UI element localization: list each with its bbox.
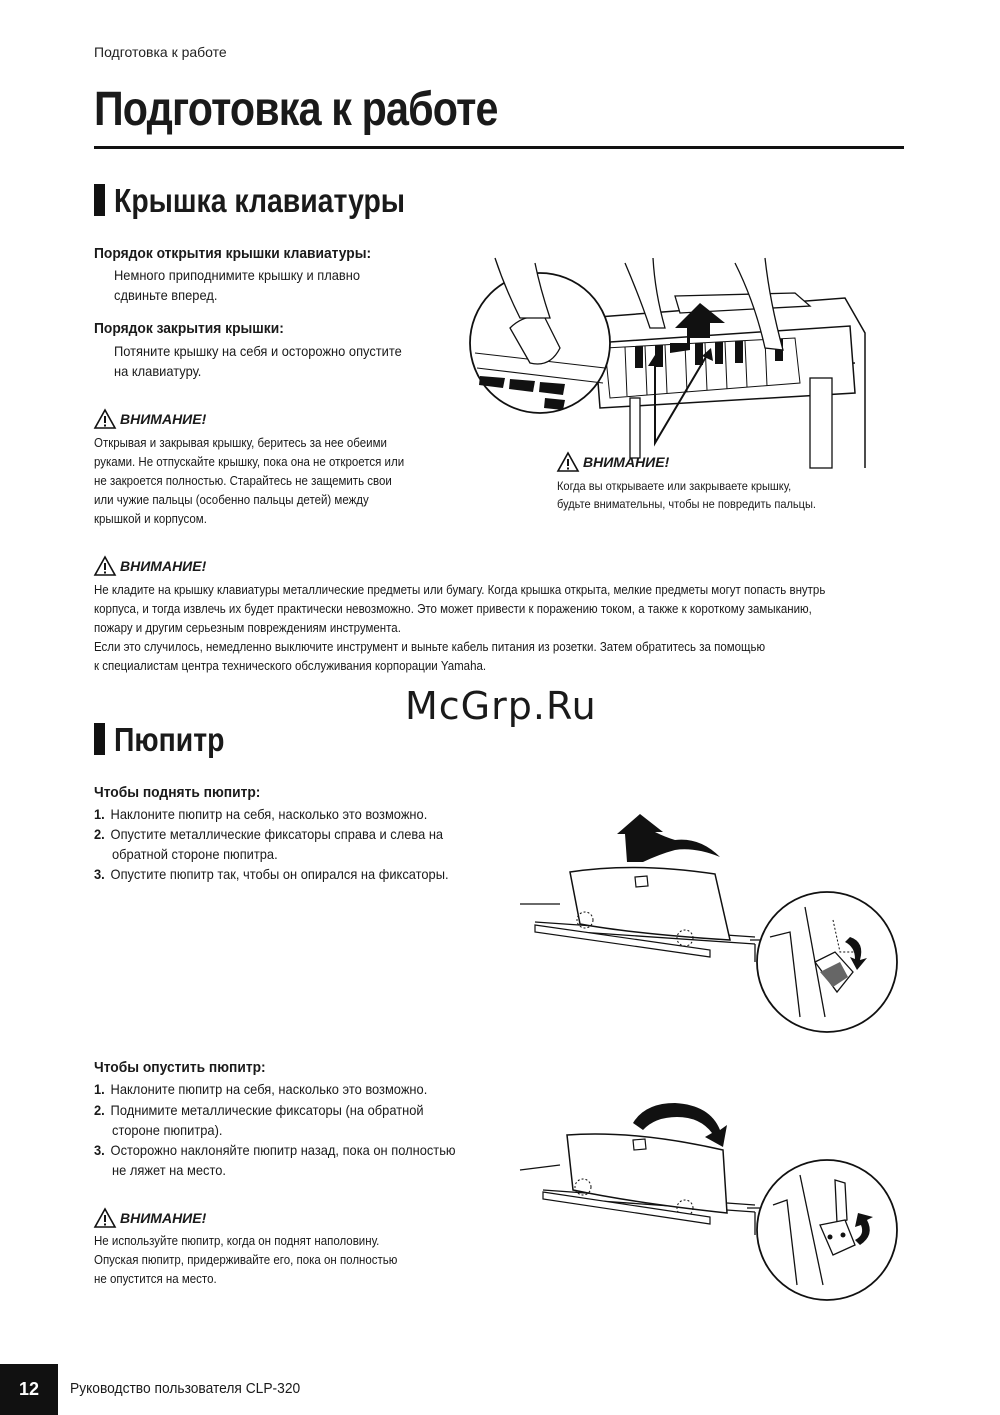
lower-step-continuation: стороне пюпитра). bbox=[112, 1122, 223, 1138]
close-cover-line: Потяните крышку на себя и осторожно опустите bbox=[114, 343, 402, 359]
caution-line: к специалистам центра технического обслуживания корпорации Yamaha. bbox=[94, 659, 487, 673]
caution-title bbox=[94, 1208, 206, 1228]
close-cover-heading: Порядок закрытия крышки: bbox=[94, 320, 284, 337]
caution-title bbox=[94, 556, 206, 576]
caution-line: или чужие пальцы (особенно пальцы детей) между bbox=[94, 493, 369, 507]
lower-step bbox=[94, 1079, 427, 1099]
step-text: Поднимите металлические фиксаторы (на обратной bbox=[110, 1102, 424, 1118]
step-number: 1. bbox=[94, 1081, 105, 1097]
warning-icon bbox=[94, 556, 116, 576]
close-cover-line: на клавиатуру. bbox=[114, 363, 202, 379]
caution-line: пожару и другим серьезным повреждениям инструмента. bbox=[94, 621, 401, 635]
figure-caution-line: Когда вы открываете или закрываете крышку, bbox=[557, 479, 792, 493]
caution-line: Если это случилось, немедленно выключите инструмент и выньте кабель питания из розетки. Затем обратитесь за помощью bbox=[94, 640, 766, 654]
section-marker bbox=[94, 723, 105, 755]
caution-line: Опуская пюпитр, придерживайте его, пока он полностью bbox=[94, 1253, 398, 1267]
lower-step bbox=[94, 1140, 456, 1160]
caution-title bbox=[94, 409, 206, 429]
raise-music-rest-illustration bbox=[515, 812, 890, 1042]
caution-label: ВНИМАНИЕ! bbox=[120, 558, 207, 574]
raise-heading: Чтобы поднять пюпитр: bbox=[94, 784, 261, 801]
figure-caution-title bbox=[557, 452, 669, 472]
step-number: 3. bbox=[94, 1142, 105, 1158]
section-heading-keyboard-cover: Крышка клавиатуры bbox=[114, 182, 406, 219]
caution-line: Открывая и закрывая крышку, беритесь за нее обеими bbox=[94, 436, 387, 450]
step-number: 1. bbox=[94, 806, 105, 822]
step-number: 2. bbox=[94, 1102, 105, 1118]
open-cover-line: Немного приподнимите крышку и плавно bbox=[114, 267, 361, 283]
caution-line: корпуса, и тогда извлечь их будет практически невозможно. Это может привести к поражению током, а также к короткому замыканию, bbox=[94, 602, 812, 616]
figure-caution-line: будьте внимательны, чтобы не повредить пальцы. bbox=[557, 497, 816, 511]
caution-line: Не используйте пюпитр, когда он поднят наполовину. bbox=[94, 1234, 380, 1248]
running-head: Подготовка к работе bbox=[94, 44, 227, 60]
step-number: 3. bbox=[94, 866, 105, 882]
raise-step bbox=[94, 864, 449, 884]
lower-music-rest-illustration bbox=[515, 1095, 890, 1310]
warning-icon bbox=[557, 452, 579, 472]
lower-step bbox=[94, 1100, 424, 1120]
footer-manual-title: Руководство пользователя CLP-320 bbox=[70, 1380, 301, 1397]
title-rule bbox=[94, 146, 904, 149]
caution-label: ВНИМАНИЕ! bbox=[120, 1210, 207, 1226]
step-text: Опустите пюпитр так, чтобы он опирался на фиксаторы. bbox=[110, 866, 449, 882]
raise-step-continuation: обратной стороне пюпитра. bbox=[112, 846, 278, 862]
caution-label: ВНИМАНИЕ! bbox=[120, 411, 207, 427]
caution-line: не закроется полностью. Старайтесь не защемить свои bbox=[94, 474, 392, 488]
step-text: Опустите металлические фиксаторы справа и слева на bbox=[110, 826, 444, 842]
step-text: Наклоните пюпитр на себя, насколько это возможно. bbox=[110, 1081, 428, 1097]
step-text: Осторожно наклоняйте пюпитр назад, пока он полностью bbox=[110, 1142, 456, 1158]
keyboard-cover-illustration bbox=[465, 258, 905, 473]
open-cover-heading: Порядок открытия крышки клавиатуры: bbox=[94, 245, 372, 262]
warning-icon bbox=[94, 409, 116, 429]
step-text: Наклоните пюпитр на себя, насколько это возможно. bbox=[110, 806, 428, 822]
caution-line: не опустится на место. bbox=[94, 1272, 217, 1286]
section-heading-music-rest: Пюпитр bbox=[114, 721, 225, 758]
page-number: 12 bbox=[0, 1364, 58, 1415]
caution-line: руками. Не отпускайте крышку, пока она не откроется или bbox=[94, 455, 405, 469]
page-title: Подготовка к работе bbox=[94, 83, 498, 136]
caution-line: Не кладите на крышку клавиатуры металлические предметы или бумагу. Когда крышка открыта, мелкие предметы могут попасть внутрь bbox=[94, 583, 826, 597]
caution-line: крышкой и корпусом. bbox=[94, 512, 207, 526]
warning-icon bbox=[94, 1208, 116, 1228]
lower-heading: Чтобы опустить пюпитр: bbox=[94, 1059, 266, 1076]
open-cover-line: сдвиньте вперед. bbox=[114, 287, 218, 303]
lower-step-continuation: не ляжет на место. bbox=[112, 1162, 226, 1178]
step-number: 2. bbox=[94, 826, 105, 842]
caution-label: ВНИМАНИЕ! bbox=[583, 454, 670, 470]
watermark: McGrp.Ru bbox=[405, 684, 597, 728]
section-marker bbox=[94, 184, 105, 216]
raise-step bbox=[94, 824, 443, 844]
raise-step bbox=[94, 804, 427, 824]
